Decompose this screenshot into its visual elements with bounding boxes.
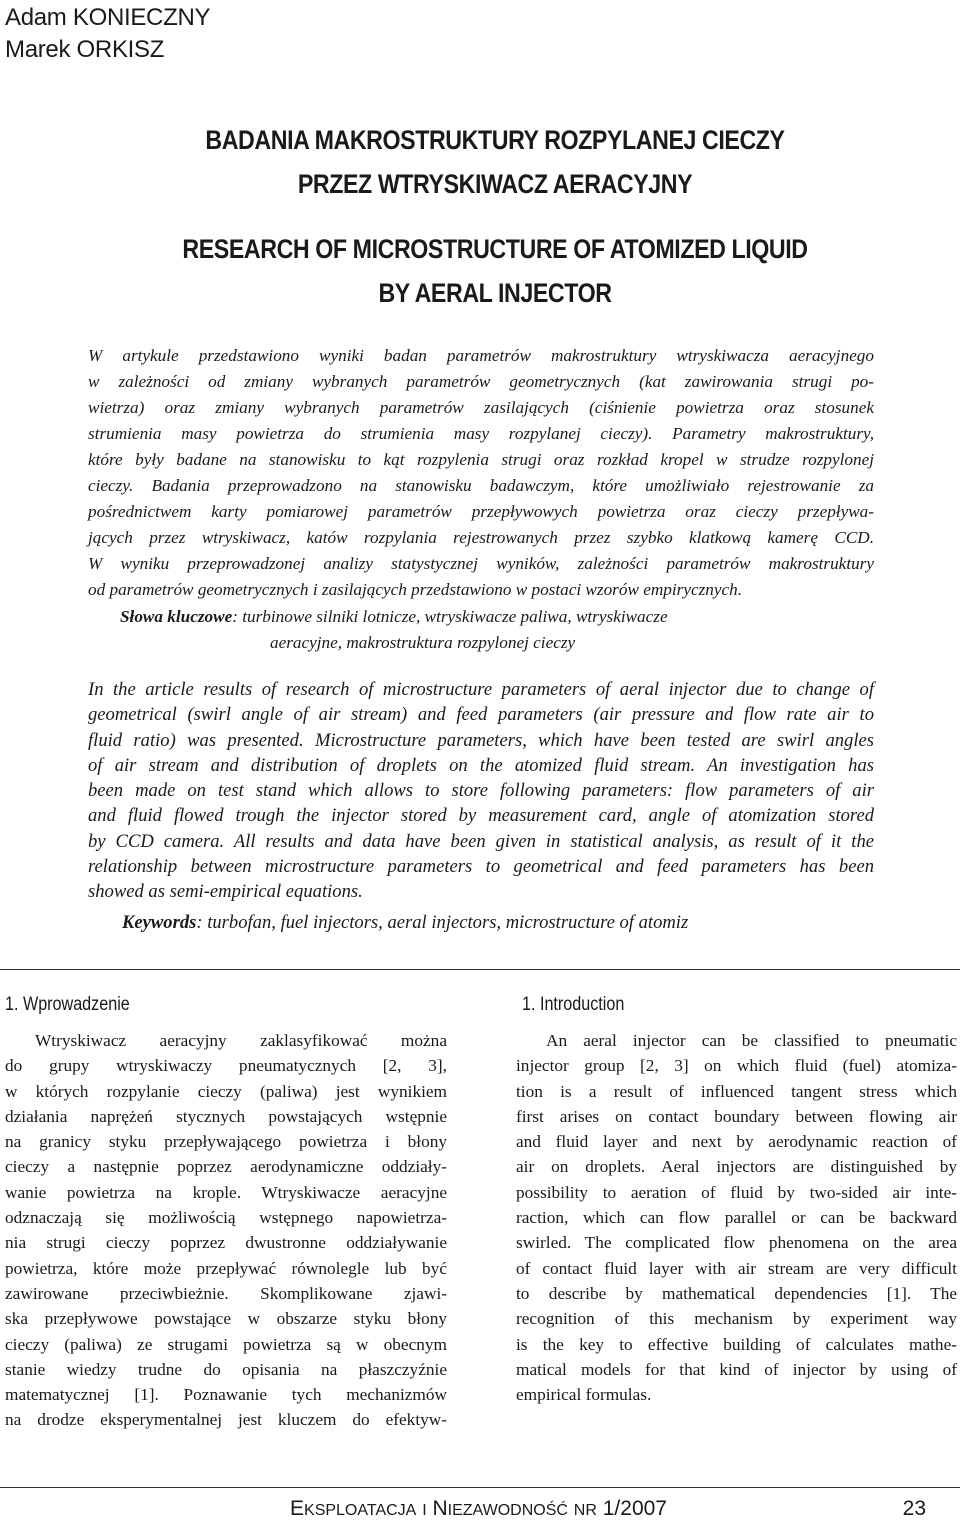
keywords-label: Keywords bbox=[122, 912, 197, 933]
body-line: zawirowane przeciwbieżnie. Skomplikowane zjawi- bbox=[5, 1283, 447, 1303]
keywords-text: : turbofan, fuel injectors, aeral injectors, microstructure of atomiz bbox=[196, 912, 689, 933]
title-line: RESEARCH OF MICROSTRUCTURE OF ATOMIZED LIQUID bbox=[182, 234, 808, 264]
body-line: tion is a result of influenced tangent stress which bbox=[516, 1081, 957, 1101]
title-line: BY AERAL INJECTOR bbox=[378, 278, 612, 308]
body-line: of contact fluid layer with air stream are very difficult bbox=[516, 1258, 957, 1278]
title-line: PRZEZ WTRYSKIWACZ AERACYJNY bbox=[297, 169, 693, 199]
body-line: stanie wiedzy trudne do opisania na płaszczyźnie bbox=[5, 1359, 447, 1379]
keywords-text: : turbinowe silniki lotnicze, wtryskiwacze paliwa, wtryskiwacze bbox=[232, 607, 668, 626]
body-line: działania naprężeń stycznych powstających wstępnie bbox=[5, 1106, 447, 1126]
column-polish bbox=[5, 1028, 447, 1433]
body-line: Wtryskiwacz aeracyjny zaklasyfikować można bbox=[35, 1031, 447, 1050]
body-line: matical models for that kind of injector by using of bbox=[516, 1359, 957, 1379]
abstract-line: of air stream and distribution of droplets on the atomized fluid stream. An investigation has bbox=[88, 754, 874, 776]
body-line: empirical formulas. bbox=[516, 1385, 652, 1405]
body-line: powietrza, które może przepływać równolegle lub być bbox=[5, 1258, 447, 1278]
author-name: Marek ORKISZ bbox=[5, 36, 165, 63]
keywords-text: aeracyjne, makrostruktura rozpylonej cieczy bbox=[270, 633, 576, 652]
abstract-line: w zależności od zmiany wybranych parametrów geometrycznych (kat zawirowania strugi po- bbox=[88, 372, 874, 391]
keywords-english bbox=[122, 910, 688, 936]
body-line: odznaczają się możliwością wstępnego napowietrza- bbox=[5, 1208, 447, 1228]
body-line: na drodze eksperymentalnej jest kluczem do efektyw- bbox=[5, 1410, 447, 1430]
keywords-polish bbox=[120, 604, 668, 656]
page-number: 23 bbox=[902, 1497, 926, 1520]
footer-text: KSPLOATACJA bbox=[304, 1502, 417, 1519]
body-line: raction, which can flow parallel or can be backward bbox=[516, 1208, 957, 1228]
body-line: nia strugi cieczy poprzez dwustronne oddziaływanie bbox=[5, 1233, 447, 1253]
abstract-line: strumienia masy powietrza do strumienia masy rozpylanej cieczy). Parametry makrostruktury, bbox=[88, 424, 874, 443]
abstract-line: które były badane na stanowisku to kąt rozpylenia strugi oraz rozkład kropel w strudze rozpylonej bbox=[88, 450, 874, 469]
body-line: na granicy styku przepływającego powietrza i błony bbox=[5, 1132, 447, 1152]
abstract-line: fluid ratio) was presented. Microstructure parameters, which have been tested are swirl angles bbox=[88, 729, 874, 751]
abstract-line: W wyniku przeprowadzonej analizy statystycznej wyników, zależności parametrów makrostruktury bbox=[88, 554, 874, 573]
abstract-line: In the article results of research of microstructure parameters of aeral injector due to change of bbox=[88, 679, 874, 700]
body-line: first arises on contact boundary between flowing air bbox=[516, 1106, 957, 1126]
title-polish bbox=[121, 118, 869, 206]
abstract-line: and fluid flowed trough the injector stored by measurement card, angle of atomization stored bbox=[88, 805, 874, 827]
body-line: cieczy (paliwa) ze strugami powietrza są w obecnym bbox=[5, 1334, 447, 1354]
body-line: ska przepływowe powstające w obszarze styku błony bbox=[5, 1309, 447, 1329]
body-line: recognition of this mechanism by experiment way bbox=[516, 1309, 957, 1329]
body-line: wanie powietrza na krople. Wtryskiwacze aeracyjne bbox=[5, 1182, 447, 1202]
footer-text: N bbox=[432, 1497, 448, 1520]
divider bbox=[0, 969, 960, 970]
title-line: BADANIA MAKROSTRUKTURY ROZPYLANEJ CIECZY bbox=[205, 125, 785, 155]
abstract-line: W artykule przedstawiono wyniki badan parametrów makrostruktury wtryskiwacza aeracyjnego bbox=[88, 346, 874, 365]
abstract-line: cieczy. Badania przeprowadzono na stanowisku badawczym, które umożliwiało rejestrowanie za bbox=[88, 476, 874, 495]
footer-divider bbox=[0, 1487, 960, 1488]
section-heading-english: 1. Introduction bbox=[522, 994, 625, 1015]
abstract-line: geometrical (swirl angle of air stream) and feed parameters (air pressure and flow rate air to bbox=[88, 704, 874, 726]
body-line: do grupy wtryskiwaczy pneumatycznych [2, 3], bbox=[5, 1056, 447, 1076]
body-line: matematycznej [1]. Poznawanie tych mechanizmów bbox=[5, 1385, 447, 1405]
abstract-line: showed as semi-empirical equations. bbox=[88, 881, 363, 903]
issue-number: 1/2007 bbox=[602, 1497, 667, 1520]
section-heading-polish: 1. Wprowadzenie bbox=[5, 994, 130, 1015]
keywords-label: Słowa kluczowe bbox=[120, 607, 233, 626]
footer-text: NR bbox=[573, 1502, 597, 1519]
body-line: to describe by mathematical dependencies [1]. The bbox=[516, 1283, 957, 1303]
author-name: Adam KONIECZNY bbox=[5, 4, 211, 31]
abstract-line: jących przez wtryskiwacz, katów rozpylania rejestrowanych przez szybko klatkową kamerę CCD. bbox=[88, 528, 874, 547]
column-english bbox=[516, 1028, 957, 1407]
abstract-polish bbox=[88, 343, 874, 603]
body-line: swirled. The complicated flow phenomena on the area bbox=[516, 1233, 957, 1253]
abstract-line: been made on test stand which allows to store following parameters: flow parameters of air bbox=[88, 780, 874, 802]
footer-text: IEZAWODNOŚĆ bbox=[447, 1502, 568, 1519]
abstract-line: od parametrów geometrycznych i zasilających przedstawiono w postaci wzorów empirycznych. bbox=[88, 580, 743, 599]
authors bbox=[5, 2, 210, 66]
body-line: possibility to aeration of fluid by two-sided air inte- bbox=[516, 1182, 957, 1202]
journal-footer bbox=[290, 1494, 667, 1526]
abstract-line: pośrednictwem karty pomiarowej parametrów przepływowych powietrza oraz cieczy przepływa- bbox=[88, 502, 874, 521]
body-line: An aeral injector can be classified to pneumatic bbox=[546, 1031, 957, 1050]
body-line: injector group [2, 3] on which fluid (fuel) atomiza- bbox=[516, 1056, 957, 1076]
footer-text: E bbox=[290, 1497, 305, 1520]
body-line: w których rozpylanie cieczy (paliwa) jest wynikiem bbox=[5, 1081, 447, 1101]
abstract-english bbox=[88, 677, 874, 905]
body-line: and fluid layer and next by aerodynamic reaction of bbox=[516, 1132, 957, 1152]
body-line: is the key to effective building of calculates mathe- bbox=[516, 1334, 957, 1354]
abstract-line: relationship between microstructure parameters to geometrical and feed parameters has been bbox=[88, 856, 874, 878]
body-line: cieczy a następnie poprzez aerodynamiczne oddziały- bbox=[5, 1157, 447, 1177]
abstract-line: wietrza) oraz zmiany wybranych parametrów zasilających (ciśnienie powietrza oraz stosunek bbox=[88, 398, 874, 417]
abstract-line: by CCD camera. All results and data have been given in statistical analysis, as result of it the bbox=[88, 830, 874, 852]
body-line: air on droplets. Aeral injectors are distinguished by bbox=[516, 1157, 957, 1177]
footer-text: I bbox=[422, 1502, 427, 1519]
title-english bbox=[121, 227, 869, 315]
